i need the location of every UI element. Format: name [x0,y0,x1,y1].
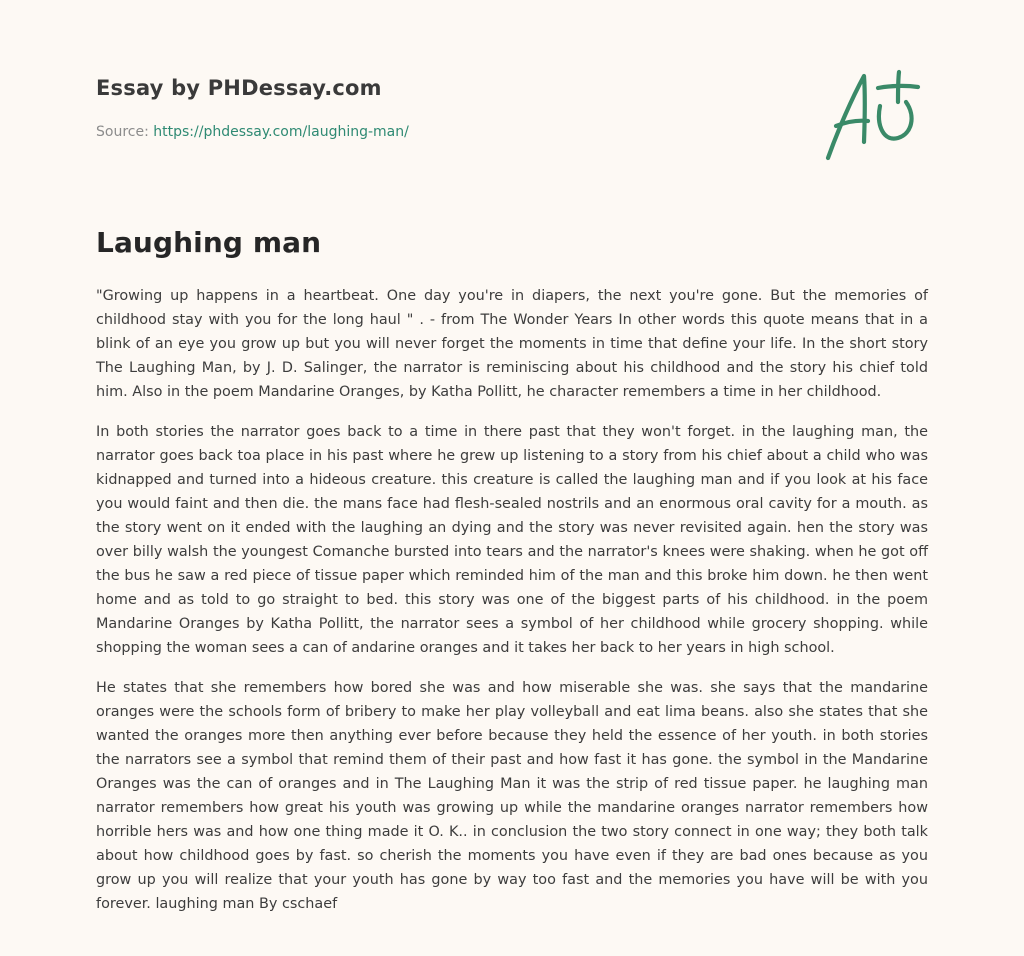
source-link[interactable]: https://phdessay.com/laughing-man/ [153,124,409,140]
source-label: Source: [96,124,149,140]
a-plus-logo-icon [818,68,924,164]
essay-paragraph: "Growing up happens in a heartbeat. One day you're in diapers, the next you're gone. But the memories of childhood stay with you for the long haul " . - from The Wonder Years In other words this quote means that in a blink of an eye you grow up but you will never forget the moments in time that define your life. In the short story The Laughing Man, by J. D. Salinger, the narrator is reminiscing about his childhood and the story his chief told him. Also in the poem Mandarine Oranges, by Katha Pollitt, he character remembers a time in her childhood. [96,288,928,400]
essay-body [96,284,928,932]
logo-plus-vertical [898,72,899,102]
site-brand: Essay by PHDessay.com [96,76,382,100]
essay-title: Laughing man [96,226,322,259]
a-plus-logo-svg [818,68,924,164]
essay-paragraph: He states that she remembers how bored she was and how miserable she was. she says that the mandarine oranges were the schools form of bribery to make her play volleyball and eat lima beans. also she states that she wanted the oranges more then anything ever before because they held the essence of her youth. in both stories the narrators see a symbol that remind them of their past and how fast it has gone. the symbol in the Mandarine Oranges was the can of oranges and in The Laughing Man it was the strip of red tissue paper. he laughing man narrator remembers how great his youth was growing up while the mandarine oranges narrator remembers how horrible hers was and how one thing made it O. K.. in conclusion the two story connect in one way; they both talk about how childhood goes by fast. so cherish the moments you have even if they are bad ones because as you grow up you will realize that your youth has gone by way too fast and the memories you have will be with you forever. laughing man By cschaef [96,680,928,912]
essay-paragraph: In both stories the narrator goes back to a time in there past that they won't forget. in the laughing man, the narrator goes back toa place in his past where he grew up listening to a story from his chief about a child who was kidnapped and turned into a hideous creature. this creature is called the laughing man and if you look at his face you would faint and then die. the mans face had flesh-sealed nostrils and an enormous oral cavity for a mouth. as the story went on it ended with the laughing an dying and the story was never revisited again. hen the story was over billy walsh the youngest Comanche bursted into tears and the narrator's knees were shaking. when he got off the bus he saw a red piece of tissue paper which reminded him of the man and this broke him down. he then went home and as told to go straight to bed. this story was one of the biggest parts of his childhood. in the poem Mandarine Oranges by Katha Pollitt, the narrator sees a symbol of her childhood while grocery shopping. while shopping the woman sees a can of andarine oranges and it takes her back to her years in high school. [96,424,928,656]
logo-u-stroke [879,102,912,139]
logo-a-stroke [828,76,865,158]
source-line [96,124,409,140]
